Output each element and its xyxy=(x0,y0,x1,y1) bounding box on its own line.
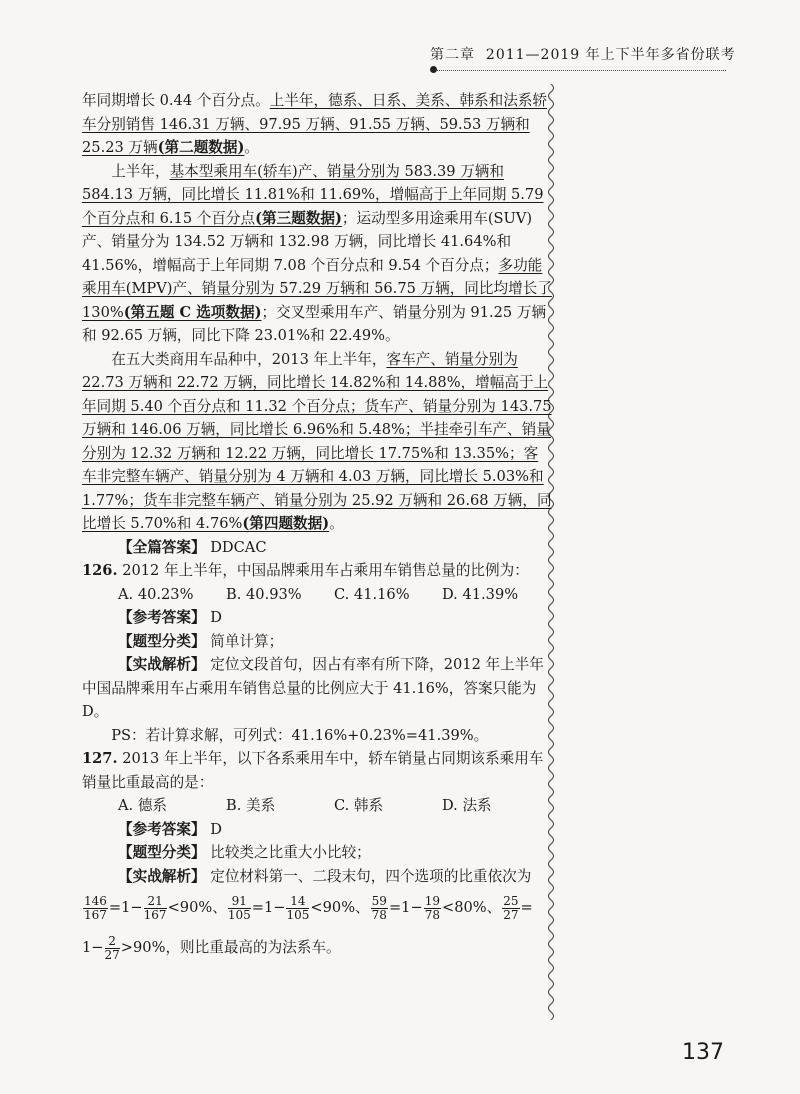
paragraph-3: 在五大类商用车品种中，2013 年上半年，客车产、销量分别为 22.73 万辆和 22.72 万辆，同比增长 14.82%和 14.88%，增幅高于上年同期 5.40 个百分点和 11.32 个百分点；货车产、销量分别为 143.75 万辆和 146.06 万辆，同比增长 6.96%和 5.48%；半挂牵引车产、销量分别为 12.32 万辆和 12.22 万辆，同比增长 17.75%和 13.35%；客车非完整车辆产、销量分别为 4 万辆和 4.03 万辆，同比增长 5.03%和 1.77%；货车非完整车辆产、销量分别为 25.92 万辆和 26.68 万辆，同比增长 5.70%和 4.76%(第四题数据)。 xyxy=(82,350,552,532)
fraction: $\frac{19}{78}$ xyxy=(424,893,440,922)
chapter-label: 第二章 xyxy=(430,47,475,63)
question-127: 127. 2013 年上半年，以下各系乘用车中，轿车销量占同期该系乘用车销量比重最高的是： xyxy=(82,750,544,791)
paragraph-2: 上半年，基本型乘用车(轿车)产、销量分别为 583.39 万辆和 584.13 万辆，同比增长 11.81%和 11.69%，增幅高于上年同期 5.79 个百分点和 6.15 个百分点(第三题数据)；运动型多用途乘用车(SUV)产、销量分为 134.52 万辆和 132.98 万辆，同比增长 41.64%和 41.56%，增幅高于上年同期 7.08 个百分点和 9.54 个百分点；多功能乘用车(MPV)产、销量分别为 57.29 万辆和 56.75 万辆，同比均增长了 130%(第五题 C 选项数据)；交叉型乘用车产、销量分别为 91.25 万辆和 92.65 万辆，同比下降 23.01%和 22.49%。 xyxy=(82,162,552,344)
paragraph-1: 年同期增长 0.44 个百分点。上半年，德系、日系、美系、韩系和法系轿车分别销售 146.31 万辆、97.95 万辆、91.55 万辆、59.53 万辆和 25.23 万辆(第二题数据)。 xyxy=(82,92,548,156)
option-d: D. 41.39% xyxy=(442,585,519,603)
fraction: $\frac{25}{27}$ xyxy=(503,893,519,922)
header-rule xyxy=(436,70,726,71)
math-line-1: $\frac{146}{167}$ =1− $\frac{21}{167}$ <90%、 $\frac{91}{105}$ =1− $\frac{14}{105}$ <90%、 $\frac{59}{78}$ =1− $\frac{19}{78}$ <80%、 $\frac{25}{27}$ = xyxy=(84,893,533,922)
fraction: $\frac{59}{78}$ xyxy=(371,893,387,922)
option-b: B. 美系 xyxy=(226,797,276,814)
page-number: 137 xyxy=(682,1040,724,1065)
fraction: $\frac{21}{167}$ xyxy=(143,893,167,922)
math-line-2: 1− $\frac{2}{27}$ >90%，则比重最高的为法系车。 xyxy=(82,933,341,962)
answer-126: 【参考答案】 D xyxy=(118,609,222,626)
option-c: C. 41.16% xyxy=(334,585,410,603)
options-126 xyxy=(82,583,552,607)
page-content xyxy=(82,89,552,968)
option-a: A. 40.23% xyxy=(118,585,194,603)
ps-126: PS：若计算求解，可列式：41.16%+0.23%=41.39%。 xyxy=(111,726,489,744)
header-title: 2011—2019 年上下半年多省份联考 xyxy=(485,47,736,63)
fraction: $\frac{14}{105}$ xyxy=(286,893,310,922)
running-header xyxy=(430,44,736,64)
option-c: C. 韩系 xyxy=(334,797,384,814)
fraction: $\frac{2}{27}$ xyxy=(104,933,120,962)
fraction: $\frac{91}{105}$ xyxy=(227,893,251,922)
option-a: A. 德系 xyxy=(118,797,168,814)
analysis-127: 【实战解析】 定位材料第一、二段末句，四个选项的比重依次为 xyxy=(118,867,532,885)
analysis-126: 【实战解析】 定位文段首句，因占有率有所下降，2012 年上半年中国品牌乘用车占乘用车销售总量的比例应大于 41.16%，答案只能为 D。 xyxy=(82,656,544,720)
answer-127: 【参考答案】 D xyxy=(118,820,222,838)
options-127 xyxy=(82,794,552,818)
question-126: 126. 2012 年上半年，中国品牌乘用车占乘用车销售总量的比例为： xyxy=(82,562,529,579)
type-126: 【题型分类】 简单计算； xyxy=(118,632,284,650)
full-answer: 【全篇答案】 DDCAC xyxy=(118,538,267,556)
option-d: D. 法系 xyxy=(442,797,492,814)
fraction: $\frac{146}{167}$ xyxy=(84,893,107,922)
type-127: 【题型分类】 比较类之比重大小比较； xyxy=(118,844,371,861)
option-b: B. 40.93% xyxy=(226,585,302,603)
